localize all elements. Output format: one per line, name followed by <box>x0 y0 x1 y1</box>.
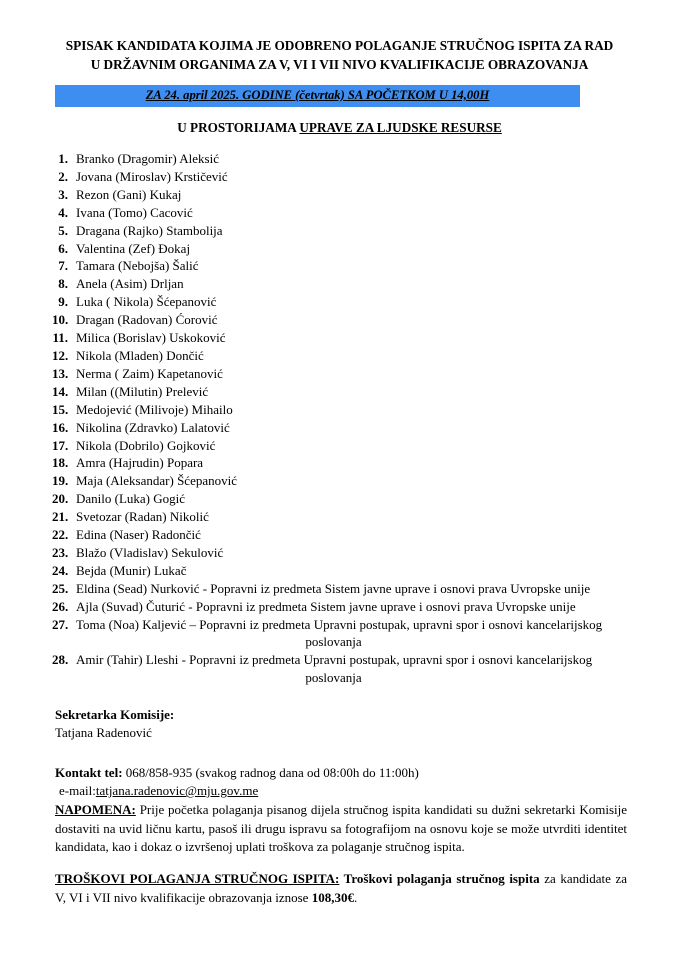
contact-email-address[interactable]: tatjana.radenovic@mju.gov.me <box>95 783 259 799</box>
list-item-name-text: Bejda (Munir) Lukač <box>76 562 187 578</box>
list-item-name-text: Toma (Noa) Kaljević – Popravni iz predmeta Upravni postupak, upravni spor i osnovi kancelarijskog <box>76 616 603 632</box>
list-item-name <box>76 580 629 598</box>
list-item <box>0 329 679 347</box>
contact-phone-row <box>55 764 629 782</box>
list-item <box>0 562 679 580</box>
list-item-number: 21. <box>52 509 69 525</box>
list-item <box>0 293 679 311</box>
contact-email-row <box>55 782 629 800</box>
list-item-name <box>76 472 629 490</box>
title-line-2: U DRŽAVNIM ORGANIMA ZA V, VI I VII NIVO KVALIFIKACIJE OBRAZOVANJA <box>90 57 589 72</box>
exam-date-banner-wrapper <box>0 85 679 107</box>
list-item-name <box>76 257 629 275</box>
list-item-number: 15. <box>52 401 69 417</box>
list-item-name-text: Jovana (Miroslav) Krstičević <box>76 168 228 184</box>
list-item-number: 18. <box>52 455 69 471</box>
list-item-name-text: Dragan (Radovan) Ćorović <box>76 312 218 328</box>
list-item <box>0 526 679 544</box>
list-item-name-text: Ivana (Tomo) Cacović <box>76 204 193 220</box>
list-item-name <box>76 311 629 329</box>
list-item-name <box>76 383 629 401</box>
list-item-name-text: Dragana (Rajko) Stambolija <box>76 222 223 238</box>
list-item <box>0 168 679 186</box>
list-item-name-text: Blažo (Vladislav) Sekulović <box>76 544 224 560</box>
list-item-name-text: Maja (Aleksandar) Šćepanović <box>76 473 237 489</box>
exam-date-banner <box>55 85 580 107</box>
venue-prefix: U PROSTORIJAMA <box>177 120 300 135</box>
list-item-name-text: Danilo (Luka) Gogić <box>76 491 186 507</box>
list-item-name-text: Medojević (Milivoje) Mihailo <box>76 401 233 417</box>
list-item-number: 6. <box>58 240 68 256</box>
contact-block <box>0 764 679 800</box>
list-item-number: 10. <box>52 312 69 328</box>
list-item-number: 12. <box>52 347 69 363</box>
list-item-name-text: Ajla (Suvad) Čuturić - Popravni iz predmeta Sistem javne uprave i osnovi prava Uvropske unije <box>76 598 576 614</box>
note-paragraph <box>0 801 679 857</box>
list-item-number: 5. <box>58 222 68 238</box>
note-body: Prije početka polaganja pisanog dijela stručnog ispita kandidati su dužni sekretarki Komisije dostaviti na uvid ličnu kartu, pasoš ili drugu ispravu sa fotografijom na osnovu koje se može utvrditi identitet kandidata, kao i dokaz o izvršenoj uplati troškova za polaganje stručnog ispita. <box>55 802 627 855</box>
list-item <box>0 508 679 526</box>
list-item <box>0 222 679 240</box>
list-item-number: 19. <box>52 473 69 489</box>
list-item-name <box>76 544 629 562</box>
list-item-name-text: Nikola (Mladen) Dončić <box>76 347 204 363</box>
list-item-name <box>76 222 629 240</box>
list-item-number: 23. <box>52 544 69 560</box>
venue-institution: UPRAVE ZA LJUDSKE RESURSE <box>299 120 502 135</box>
list-item-name-continuation: poslovanja <box>305 670 362 686</box>
list-item-name-text: Amra (Hajrudin) Popara <box>76 455 204 471</box>
list-item-name <box>76 651 629 687</box>
list-item-name-text: Edina (Naser) Radončić <box>76 527 201 543</box>
list-item-number: 28. <box>52 652 69 668</box>
list-item-number: 27. <box>52 616 69 632</box>
list-item-name-text: Branko (Dragomir) Aleksić <box>76 151 219 166</box>
cost-bold-part: Troškovi polaganja stručnog ispita <box>339 870 540 886</box>
contact-phone-value: 068/858-935 (svakog radnog dana od 08:00h do 11:00h) <box>122 765 419 781</box>
list-item <box>0 275 679 293</box>
list-item-number: 25. <box>52 580 69 596</box>
secretary-block <box>0 706 679 742</box>
list-item-name <box>76 490 629 508</box>
list-item-name <box>76 437 629 455</box>
list-item <box>0 150 679 168</box>
list-item <box>0 454 679 472</box>
note-label: NAPOMENA: <box>55 802 136 818</box>
list-item-name-text: Anela (Asim) Drljan <box>76 276 184 292</box>
list-item <box>0 311 679 329</box>
list-item <box>0 580 679 598</box>
contact-phone-label: Kontakt tel: <box>55 765 123 781</box>
list-item-name <box>76 454 629 472</box>
cost-label: TROŠKOVI POLAGANJA STRUČNOG ISPITA: <box>55 870 340 886</box>
list-item-number: 4. <box>58 204 68 220</box>
list-item-name-text: Rezon (Gani) Kukaj <box>76 186 182 202</box>
list-item-name <box>76 401 629 419</box>
list-item-name <box>76 562 629 580</box>
secretary-label: Sekretarka Komisije: <box>55 707 175 723</box>
cost-amount: 108,30€ <box>311 889 354 905</box>
list-item-name-continuation: poslovanja <box>305 634 362 650</box>
list-item-number: 17. <box>52 437 69 453</box>
list-item-name-text: Svetozar (Radan) Nikolić <box>76 509 209 525</box>
list-item-name <box>76 616 629 652</box>
list-item <box>0 204 679 222</box>
list-item-number: 16. <box>52 419 69 435</box>
page-title <box>0 0 679 74</box>
list-item-name <box>76 186 629 204</box>
list-item <box>0 347 679 365</box>
list-item <box>0 598 679 616</box>
list-item <box>0 240 679 258</box>
list-item <box>0 401 679 419</box>
cost-paragraph <box>0 870 679 907</box>
list-item-number: 7. <box>58 258 68 274</box>
title-line-1: SPISAK KANDIDATA KOJIMA JE ODOBRENO POLAGANJE STRUČNOG ISPITA ZA RAD <box>65 38 614 53</box>
list-item <box>0 365 679 383</box>
list-item-number: 13. <box>52 365 69 381</box>
list-item-name <box>76 240 629 258</box>
secretary-name: Tatjana Radenović <box>55 725 152 741</box>
list-item-name <box>76 204 629 222</box>
list-item-name <box>76 168 629 186</box>
list-item <box>0 383 679 401</box>
list-item <box>0 186 679 204</box>
list-item-name-text: Valentina (Zef) Đokaj <box>76 240 191 256</box>
list-item-name-text: Nikola (Dobrilo) Gojković <box>76 437 216 453</box>
list-item-name-text: Milan ((Milutin) Prelević <box>76 383 209 399</box>
exam-date-text: ZA 24. april 2025. GODINE (četvrtak) SA POČETKOM U 14,00H <box>145 88 490 102</box>
contact-email-label: e-mail: <box>59 783 96 799</box>
cost-end: . <box>353 889 358 905</box>
list-item-name-text: Nikolina (Zdravko) Lalatović <box>76 419 230 435</box>
list-item <box>0 616 679 652</box>
list-item-number: 9. <box>58 294 68 310</box>
list-item-name-text: Eldina (Sead) Nurković - Popravni iz predmeta Sistem javne uprave i osnovi prava Uvropske unije <box>76 580 591 596</box>
list-item-number: 14. <box>52 383 69 399</box>
list-item-name-text: Nerma ( Zaim) Kapetanović <box>76 365 223 381</box>
list-item-name <box>76 508 629 526</box>
list-item-number: 8. <box>58 276 68 292</box>
candidate-list <box>0 150 679 687</box>
list-item-name <box>76 329 629 347</box>
list-item-name <box>76 275 629 293</box>
list-item-number: 26. <box>52 598 69 614</box>
list-item-number: 11. <box>52 330 68 346</box>
list-item-number: 22. <box>52 527 69 543</box>
list-item <box>0 651 679 687</box>
list-item <box>0 257 679 275</box>
cost-mid-part: za kandidate za V, VI i VII nivo kvalifikacije obrazovanja iznose <box>55 870 627 905</box>
list-item-name <box>76 293 629 311</box>
list-item-number: 24. <box>52 562 69 578</box>
list-item-name-text: Luka ( Nikola) Šćepanović <box>76 294 217 310</box>
list-item <box>0 472 679 490</box>
list-item-name <box>76 365 629 383</box>
list-item-number: 1. <box>58 151 68 166</box>
list-item-name-text: Tamara (Nebojša) Šalić <box>76 258 199 274</box>
list-item-name <box>76 150 629 168</box>
list-item-name <box>76 598 629 616</box>
list-item <box>0 437 679 455</box>
list-item-number: 2. <box>58 168 68 184</box>
venue-line <box>0 119 679 136</box>
list-item <box>0 544 679 562</box>
list-item <box>0 490 679 508</box>
list-item <box>0 419 679 437</box>
list-item-name <box>76 347 629 365</box>
list-item-name-text: Milica (Borislav) Uskoković <box>76 330 226 346</box>
list-item-name-text: Amir (Tahir) Lleshi - Popravni iz predmeta Upravni postupak, upravni spor i osnovi kancelarijskog <box>76 652 593 668</box>
list-item-number: 3. <box>58 186 68 202</box>
list-item-name <box>76 419 629 437</box>
list-item-name <box>76 526 629 544</box>
list-item-number: 20. <box>52 491 69 507</box>
